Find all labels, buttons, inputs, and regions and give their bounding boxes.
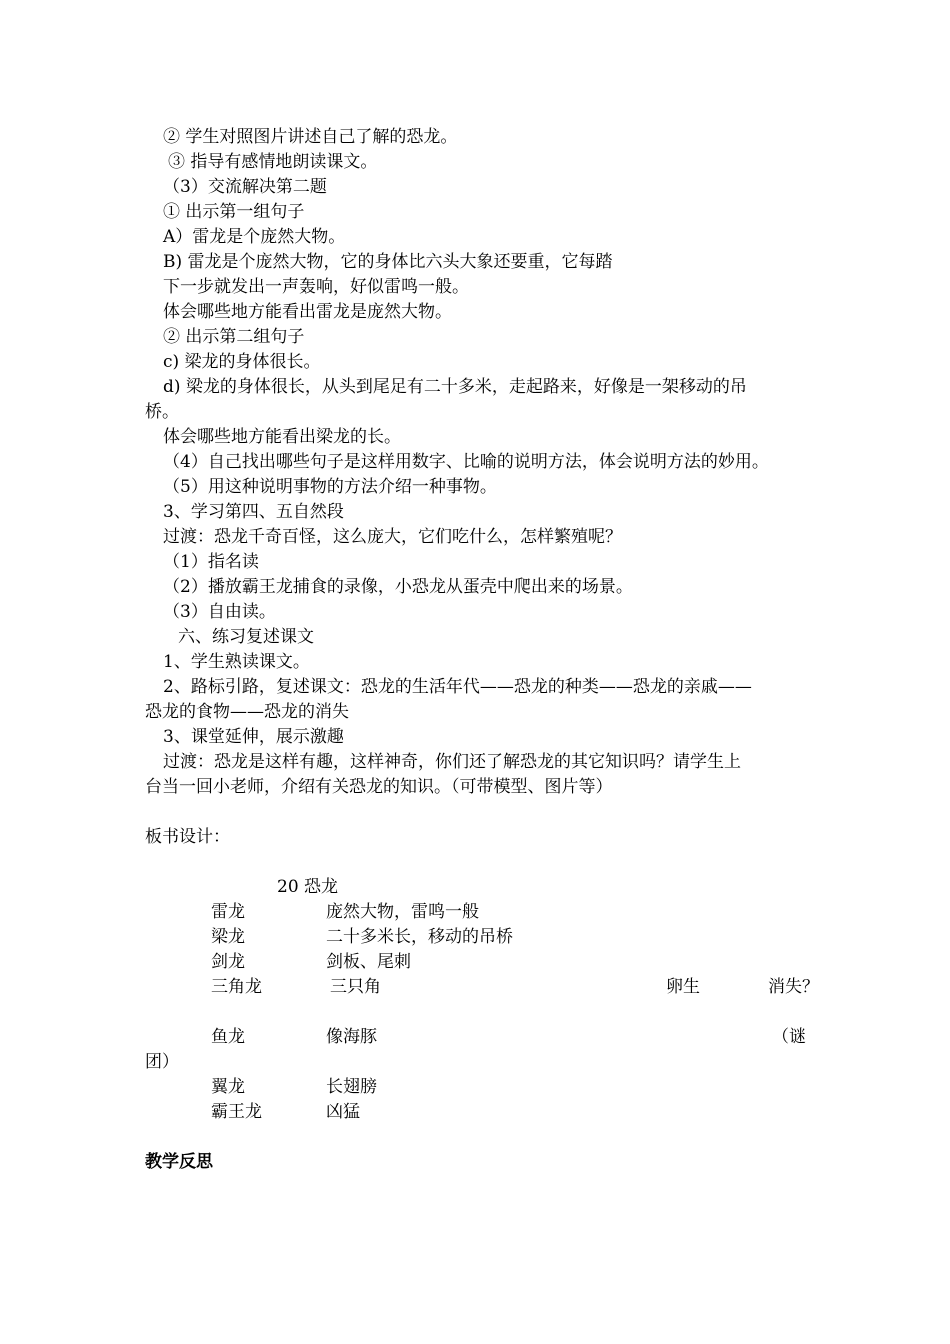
text-line: ① 出示第一组句子 <box>163 202 305 222</box>
board-title: 20 恐龙 <box>277 877 339 897</box>
board-vanish-note: 消失？ <box>768 977 819 997</box>
board-heading: 板书设计： <box>145 827 230 847</box>
reflection-heading: 教学反思 <box>145 1152 213 1172</box>
text-line: 恐龙的食物——恐龙的消失 <box>145 702 349 722</box>
text-line: d) 梁龙的身体很长，从头到尾足有二十多米，走起路来，好像是一架移动的吊 <box>163 377 747 397</box>
text-line: （3）自由读。 <box>163 602 276 622</box>
board-dinosaur: 翼龙 <box>211 1077 245 1097</box>
board-mystery-open: （谜 <box>772 1027 806 1047</box>
board-dinosaur: 梁龙 <box>211 927 245 947</box>
board-dinosaur: 剑龙 <box>211 952 245 972</box>
board-feature: 凶猛 <box>326 1102 360 1122</box>
text-line: 体会哪些地方能看出雷龙是庞然大物。 <box>163 302 452 322</box>
text-line: A）雷龙是个庞然大物。 <box>163 227 346 247</box>
board-dinosaur: 雷龙 <box>211 902 245 922</box>
text-line: ② 学生对照图片讲述自己了解的恐龙。 <box>163 127 458 147</box>
text-line: 2、路标引路，复述课文：恐龙的生活年代——恐龙的种类——恐龙的亲戚—— <box>163 677 752 697</box>
board-feature: 二十多米长，移动的吊桥 <box>326 927 513 947</box>
board-feature: 庞然大物，雷鸣一般 <box>326 902 479 922</box>
text-line: 体会哪些地方能看出梁龙的长。 <box>163 427 401 447</box>
board-egg-note: 卵生 <box>666 977 700 997</box>
text-line: （3）交流解决第二题 <box>163 177 327 197</box>
text-line: c) 梁龙的身体很长。 <box>163 352 321 372</box>
text-line: B) 雷龙是个庞然大物，它的身体比六头大象还要重，它每踏 <box>163 252 613 272</box>
board-dinosaur: 三角龙 <box>211 977 262 997</box>
board-feature: 长翅膀 <box>326 1077 377 1097</box>
text-line: （1）指名读 <box>163 552 259 572</box>
board-dinosaur: 霸王龙 <box>211 1102 262 1122</box>
text-line: 过渡：恐龙千奇百怪，这么庞大，它们吃什么，怎样繁殖呢？ <box>163 527 622 547</box>
board-dinosaur: 鱼龙 <box>211 1027 245 1047</box>
text-line: 桥。 <box>145 402 179 422</box>
text-line: ② 出示第二组句子 <box>163 327 305 347</box>
text-line: （5）用这种说明事物的方法介绍一种事物。 <box>163 477 497 497</box>
board-feature: 剑板、尾刺 <box>326 952 411 972</box>
section-heading: 六、练习复述课文 <box>178 627 314 647</box>
text-line: 1、学生熟读课文。 <box>163 652 310 672</box>
text-line: （2）播放霸王龙捕食的录像，小恐龙从蛋壳中爬出来的场景。 <box>163 577 633 597</box>
text-line: 下一步就发出一声轰响，好似雷鸣一般。 <box>163 277 469 297</box>
text-line: 过渡：恐龙是这样有趣，这样神奇，你们还了解恐龙的其它知识吗？请学生上 <box>163 752 741 772</box>
text-line: 3、学习第四、五自然段 <box>163 502 344 522</box>
text-line: ③ 指导有感情地朗读课文。 <box>168 152 378 172</box>
board-feature: 像海豚 <box>326 1027 377 1047</box>
board-mystery-close: 团） <box>145 1052 179 1072</box>
text-line: 台当一回小老师，介绍有关恐龙的知识。（可带模型、图片等） <box>145 777 613 797</box>
text-line: （4）自己找出哪些句子是这样用数字、比喻的说明方法，体会说明方法的妙用。 <box>163 452 769 472</box>
text-line: 3、课堂延伸，展示激趣 <box>163 727 344 747</box>
board-feature: 三只角 <box>330 977 381 997</box>
